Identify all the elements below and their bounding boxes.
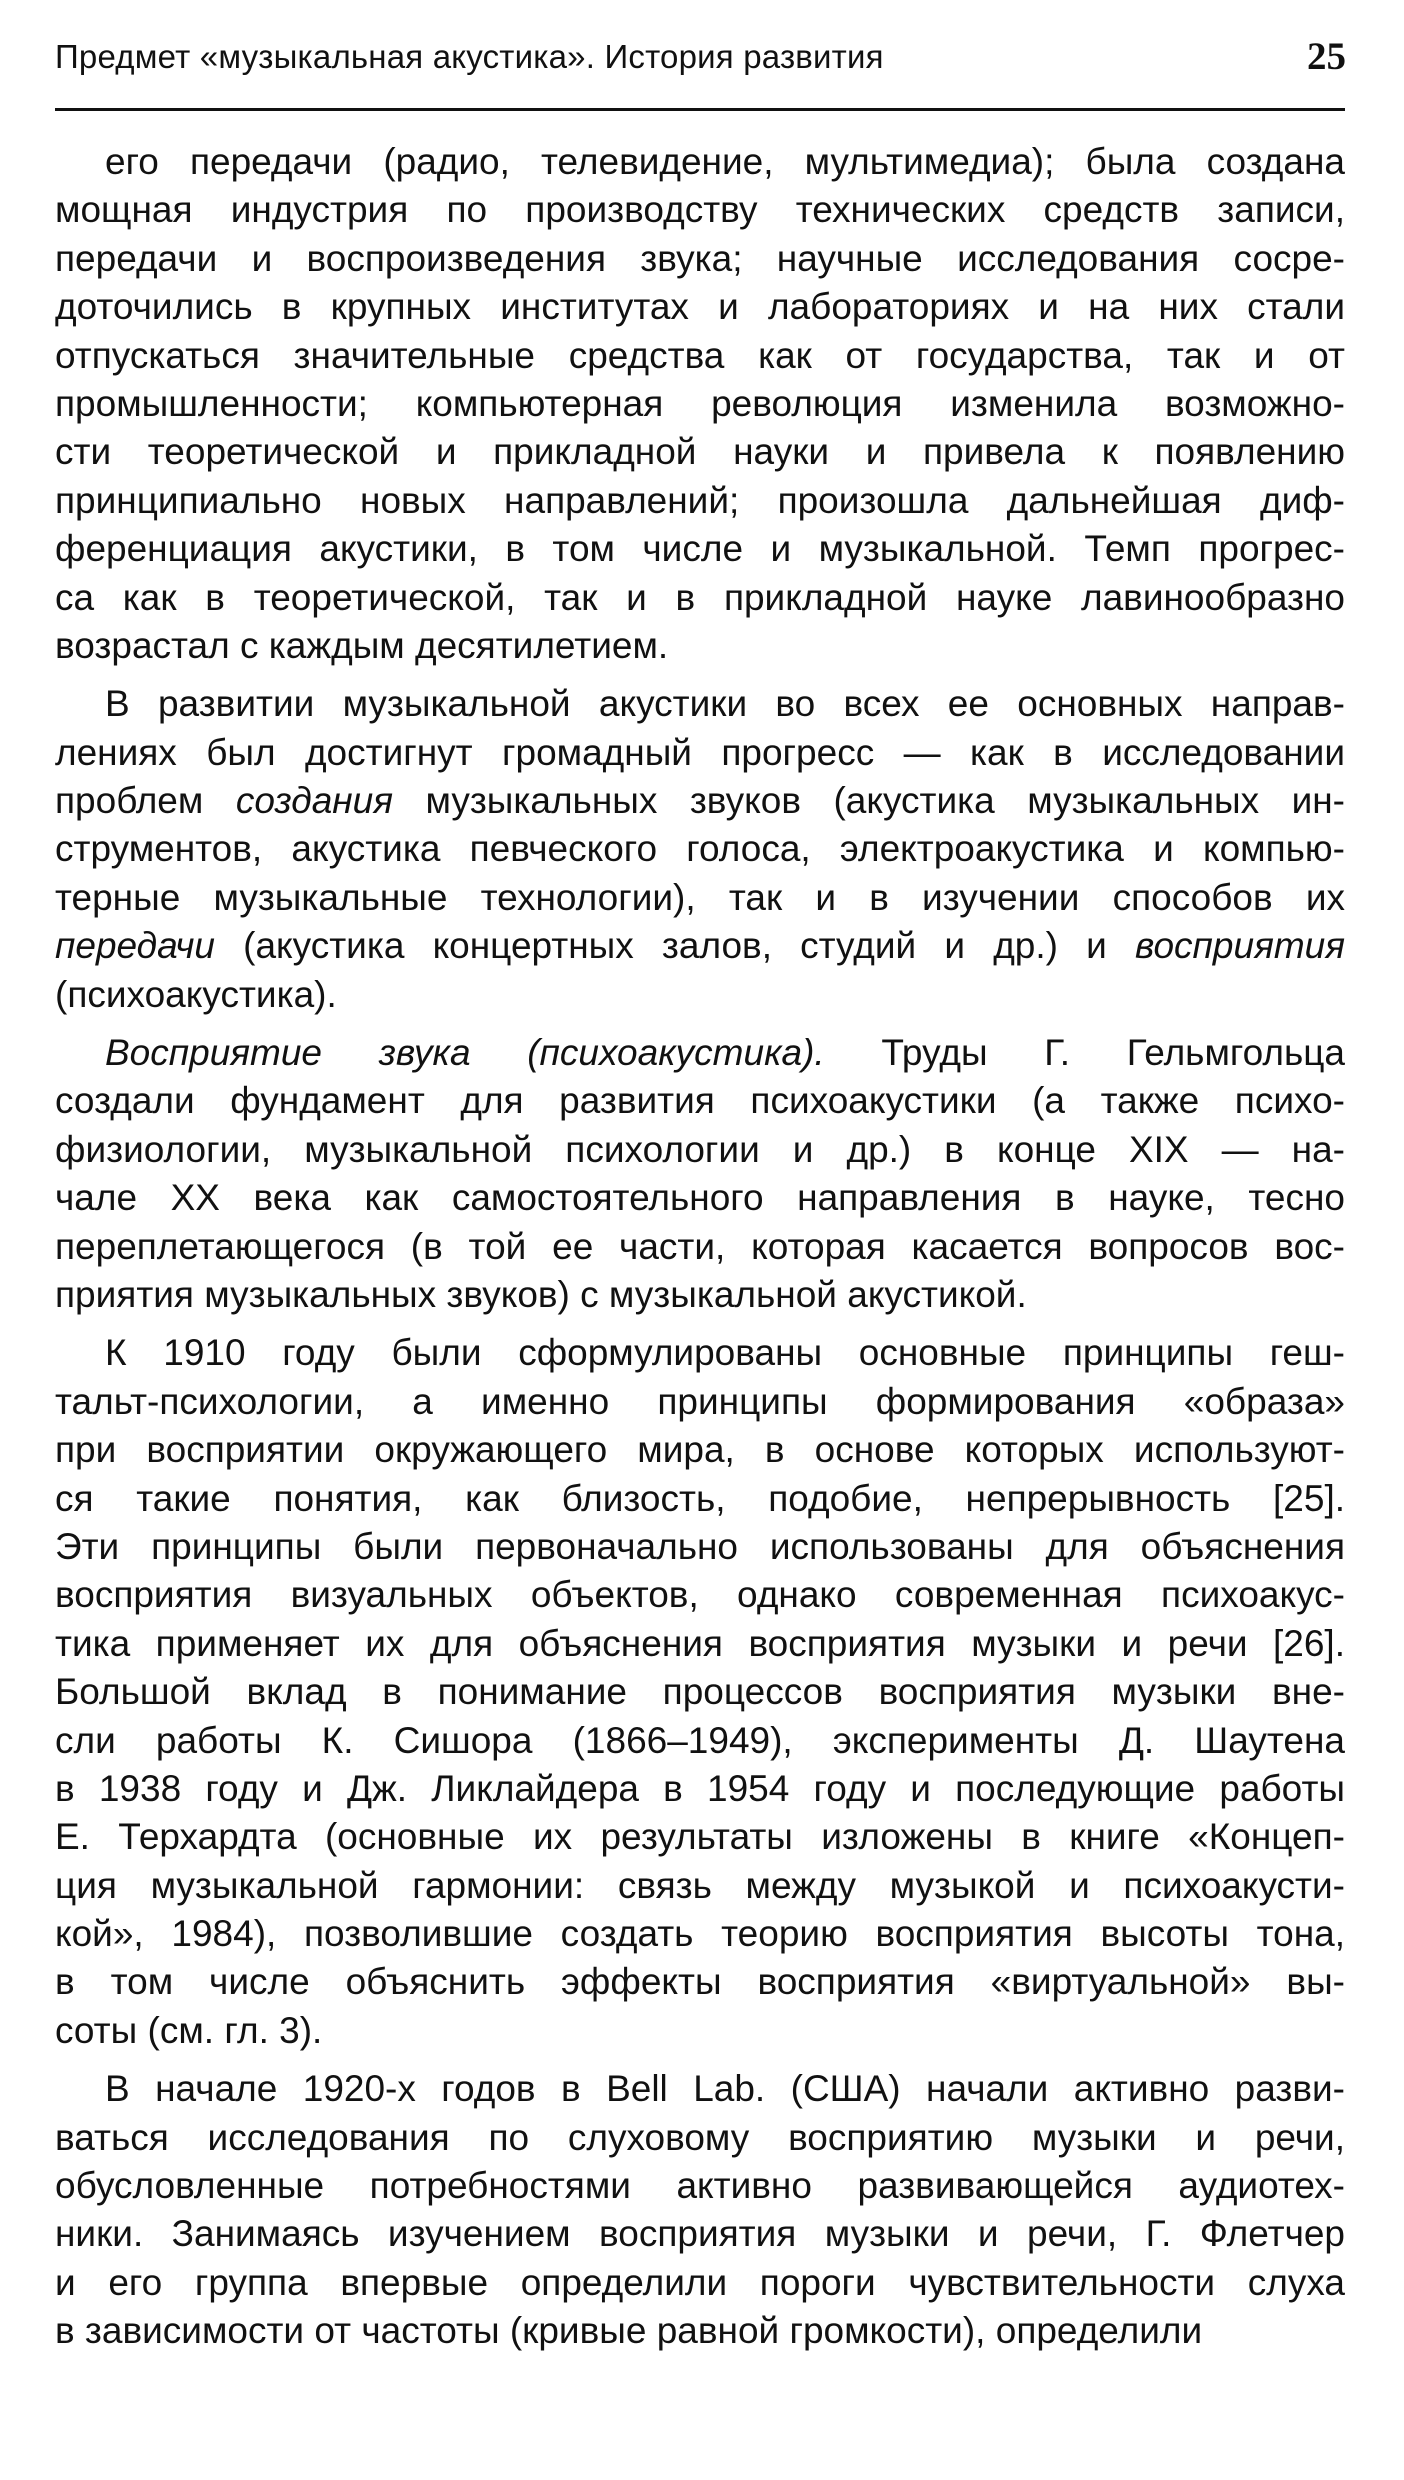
text-line: лениях был достигнут громадный прогресс — как в исследовании [55, 731, 1345, 773]
text-line: при восприятии окружающего мира, в основе которых используют- [55, 1429, 1345, 1471]
text-line: тика применяет их для объяснения восприятия музыки и речи [26]. [55, 1622, 1345, 1664]
text-line: в 1938 году и Дж. Ликлайдера в 1954 году и последующие работы [55, 1767, 1345, 1809]
text-line: ваться исследования по слуховому восприятию музыки и речи, [55, 2116, 1345, 2158]
text-line: обусловленные потребностями активно развивающейся аудиотех- [55, 2165, 1345, 2207]
text-line: мощная индустрия по производству технических средств записи, [55, 189, 1345, 231]
text-line: ся такие понятия, как близость, подобие, непрерывность [25]. [55, 1477, 1345, 1519]
text-line: сли работы К. Сишора (1866–1949), эксперименты Д. Шаутена [55, 1719, 1345, 1761]
text-line: в том числе объяснить эффекты восприятия «виртуальной» вы- [55, 1961, 1345, 2003]
text-line: возрастал с каждым десятилетием. [55, 624, 669, 666]
italic-term: восприятия [1134, 925, 1345, 967]
text-run: Труды Г. Гельмгольца [824, 1032, 1345, 1074]
italic-term: передачи [55, 925, 215, 967]
text-line: Эти принципы были первоначально использованы для объяснения [55, 1525, 1345, 1567]
running-head-title: Предмет «музыкальная акустика». История развития [55, 38, 884, 75]
italic-term: создания [235, 780, 393, 822]
text-line: Большой вклад в понимание процессов восприятия музыки вне- [55, 1671, 1345, 1713]
text-line [55, 777, 1345, 825]
text-line: терные музыкальные технологии), так и в изучении способов их [55, 876, 1345, 918]
text-line: восприятия визуальных объектов, однако современная психоакус- [55, 1574, 1345, 1616]
text-line: са как в теоретической, так и в прикладной науке лавинообразно [55, 576, 1345, 618]
text-line: сти теоретической и прикладной науки и привела к появлению [55, 431, 1345, 473]
text-line: переплетающегося (в той ее части, которая касается вопросов вос- [55, 1225, 1345, 1267]
text-line: В развитии музыкальной акустики во всех ее основных направ- [105, 683, 1345, 725]
text-line [55, 922, 1345, 970]
text-run: (акустика концертных залов, студий и др.) и [214, 925, 1135, 967]
text-line: и его группа впервые определили пороги чувствительности слуха [55, 2261, 1345, 2303]
text-line: В начале 1920-х годов в Bell Lab. (США) начали активно разви- [105, 2068, 1345, 2110]
text-run: музыкальных звуков (акустика музыкальных ин- [393, 780, 1345, 822]
text-line: ция музыкальной гармонии: связь между музыкой и психоакусти- [55, 1864, 1345, 1906]
page-number: 25 [1307, 35, 1346, 78]
text-line: передачи и воспроизведения звука; научные исследования сосре- [55, 237, 1345, 279]
paragraph-gap [55, 670, 1345, 680]
text-line: принципиально новых направлений; произошла дальнейшая диф- [55, 479, 1345, 521]
body-text [55, 138, 1345, 2356]
italic-term: Восприятие звука (психоакустика). [105, 1032, 825, 1074]
text-line: в зависимости от частоты (кривые равной громкости), определили [55, 2310, 1203, 2352]
paragraph-gap [55, 2055, 1345, 2065]
text-line: ференциация акустики, в том числе и музыкальной. Темп прогрес- [55, 528, 1345, 570]
text-line: тальт-психологии, а именно принципы формирования «образа» [55, 1380, 1345, 1422]
text-line: К 1910 году были сформулированы основные принципы геш- [105, 1332, 1345, 1374]
text-line: чале XX века как самостоятельного направления в науке, тесно [55, 1177, 1345, 1219]
text-line: приятия музыкальных звуков) с музыкальной акустикой. [55, 1273, 1027, 1315]
text-line: кой», 1984), позволившие создать теорию восприятия высоты тона, [55, 1913, 1345, 1955]
paragraph-gap [55, 1319, 1345, 1329]
text-line: ники. Занимаясь изучением восприятия музыки и речи, Г. Флетчер [55, 2213, 1345, 2255]
text-line: промышленности; компьютерная революция изменила возможно- [55, 382, 1345, 424]
text-line: доточились в крупных институтах и лабораториях и на них стали [55, 286, 1345, 328]
text-line: физиологии, музыкальной психологии и др.) в конце XIX — на- [55, 1128, 1345, 1170]
text-line: Е. Терхардта (основные их результаты изложены в книге «Концеп- [55, 1816, 1345, 1858]
text-line [55, 1029, 1345, 1077]
header-rule [55, 108, 1345, 111]
text-run: проблем [55, 780, 236, 822]
paragraph-gap [55, 1019, 1345, 1029]
text-line: (психоакустика). [55, 973, 337, 1015]
text-line: его передачи (радио, телевидение, мультимедиа); была создана [105, 141, 1345, 182]
text-line: создали фундамент для развития психоакустики (а также психо- [55, 1080, 1345, 1122]
text-line: струментов, акустика певческого голоса, электроакустика и компью- [55, 828, 1345, 870]
text-line: отпускаться значительные средства как от государства, так и от [55, 334, 1345, 376]
text-line: соты (см. гл. 3). [55, 2009, 323, 2051]
